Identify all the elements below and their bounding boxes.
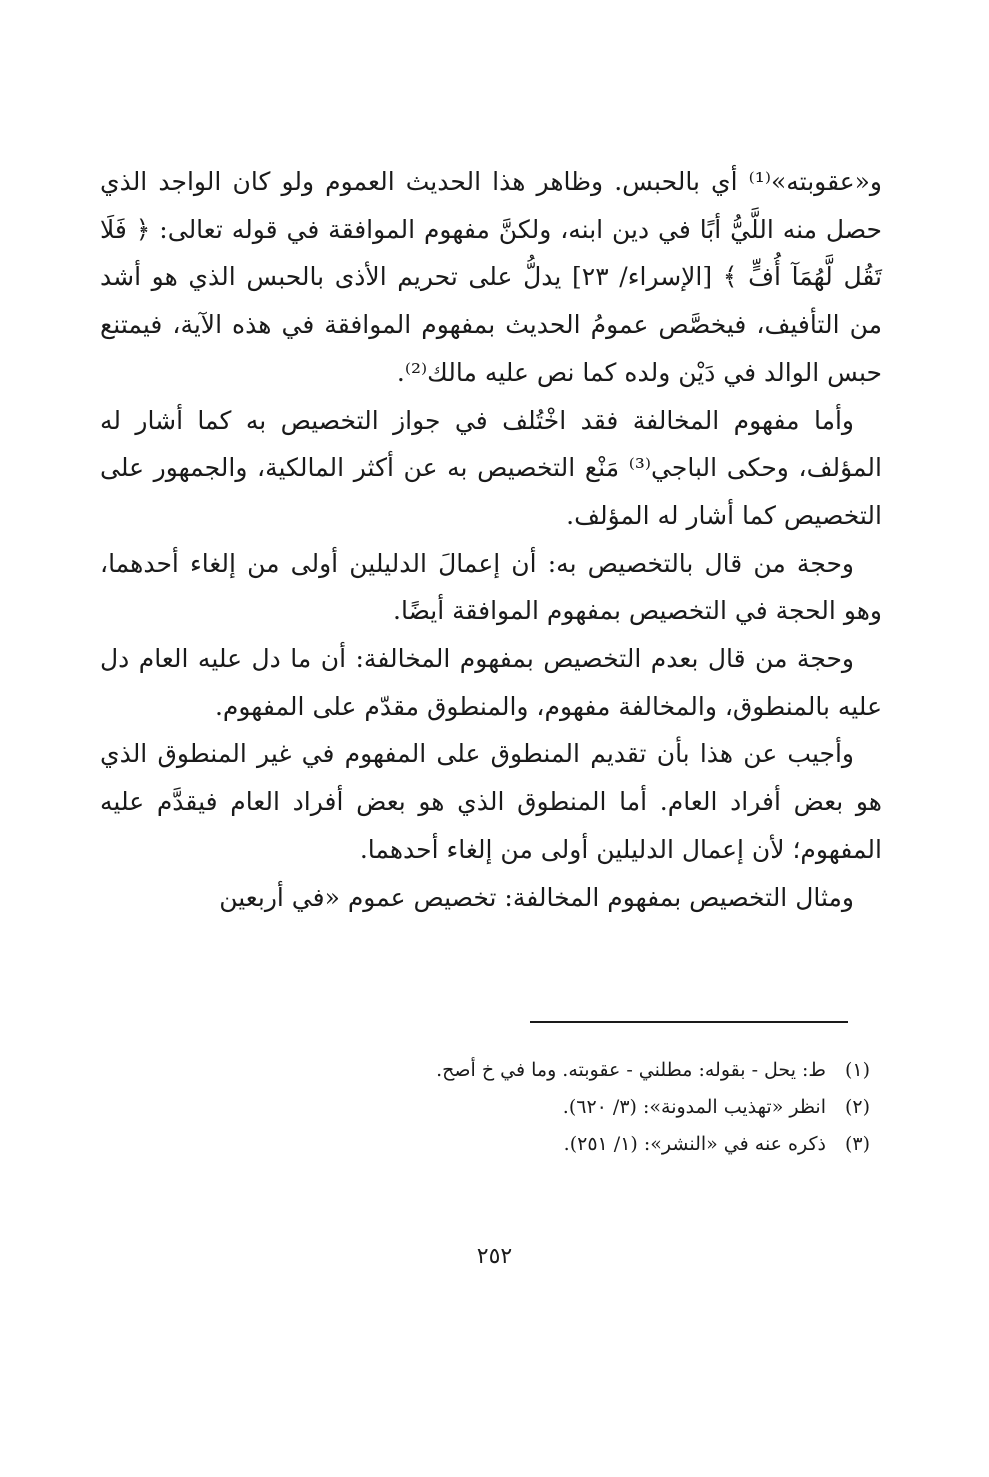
paragraph-1: و«عقوبته»⁽¹⁾ أي بالحبس. وظاهر هذا الحديث العموم ولو كان الواجد الذي حصل منه اللَّيُّ أبًا في دين ابنه، ولكنَّ مفهوم الموافقة في قوله تعالى: ﴿ فَلَا تَقُل لَّهُمَآ أُفٍّ ﴾ [الإسراء/ ٢٣] يدلُّ على تحريم الأذى بالحبس الذي هو أشد من التأفيف، فيخصَّص عمومُ الحديث بمفهوم الموافقة في هذه الآية، فيمتنع حبس الوالد في دَيْن ولده كما نص عليه مالك⁽²⁾. [100,167,882,387]
footnote-number: (٢) [844,1096,870,1118]
footnote-3 [100,1126,870,1163]
paragraph-5: وأجيب عن هذا بأن تقديم المنطوق على المفهوم في غير المنطوق الذي هو بعض أفراد العام. أما المنطوق الذي هو بعض أفراد العام فيقدَّم عليه المفهوم؛ لأن إعمال الدليلين أولى من إلغاء أحدهما. [100,739,882,864]
footnotes [100,1052,870,1163]
footnote-divider [530,1021,848,1023]
paragraph-6: ومثال التخصيص بمفهوم المخالفة: تخصيص عموم «في أربعين [219,882,854,912]
footnote-number: (١) [844,1059,870,1081]
footnote-1 [100,1052,870,1089]
footnote-text: ذكره عنه في «النشر»: (١/ ٢٥١). [563,1133,826,1155]
footnote-text: ط: يحل - بقوله: مطلني - عقوبته. وما في خ أصح. [436,1059,826,1081]
footnote-number: (٣) [844,1133,870,1155]
page-number: ٢٥٢ [476,1244,513,1269]
paragraph-2: وأما مفهوم المخالفة فقد اخْتُلف في جواز التخصيص به كما أشار له المؤلف، وحكى الباجي⁽³⁾ مَنْع التخصيص به عن أكثر المالكية، والجمهور على التخصيص كما أشار له المؤلف. [100,405,882,530]
footnote-text: انظر «تهذيب المدونة»: (٣/ ٦٢٠). [562,1096,826,1118]
footnote-2 [100,1089,870,1126]
paragraph-3: وحجة من قال بالتخصيص به: أن إعمالَ الدليلين أولى من إلغاء أحدهما، وهو الحجة في التخصيص بمفهوم الموافقة أيضًا. [100,548,882,626]
paragraph-4: وحجة من قال بعدم التخصيص بمفهوم المخالفة: أن ما دل عليه العام دل عليه بالمنطوق، والمخالفة مفهوم، والمنطوق مقدّم على المفهوم. [100,644,882,721]
main-text [100,158,882,921]
